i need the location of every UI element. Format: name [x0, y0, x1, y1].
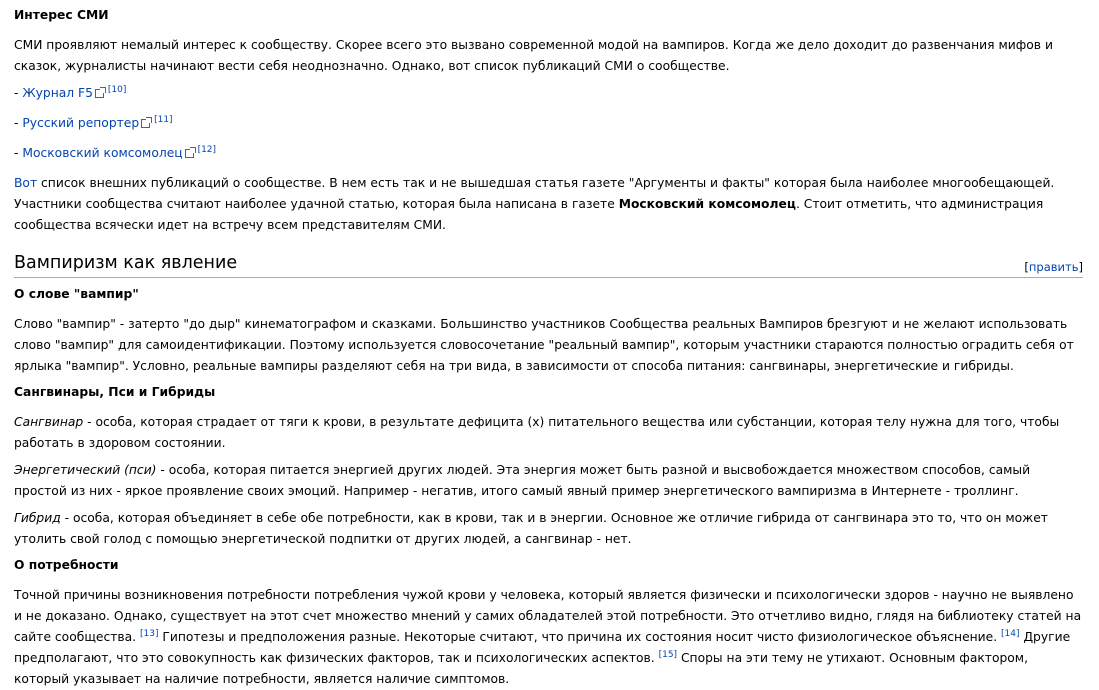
publication-item: - Московский комсомолец [12] [14, 144, 217, 160]
link-russkiy-reporter[interactable]: Русский репортер [22, 116, 140, 130]
ref-13[interactable]: [13] [140, 628, 159, 639]
smi-heading: Интерес СМИ [14, 8, 109, 22]
edit-link[interactable]: править [1028, 260, 1079, 274]
types-heading: Сангвинары, Пси и Гибриды [14, 385, 216, 399]
ref-11[interactable]: [11] [154, 114, 173, 125]
type-psi: Энергетический (пси) - особа, которая питается энергией других людей. Эта энергия может быть разной и высвобождается множеством способов, самый простой из них - яркое проявление своих эмоций. Например - негатив, итого самый явный пример энергетического вампиризма в Интернете - троллинг. [14, 463, 1031, 498]
section-heading [14, 251, 1083, 278]
smi-outro: Вот список внешних публикаций о сообществе. В нем есть так и не вышедшая статья газете "Аргументы и факты" которая была наиболее многообещающей. Участники сообщества считают наиболее удачной статью, которая была написана в газете Московский комсомолец. Стоит отметить, что администрация сообщества всячески идет на встречу всем представителям СМИ. [14, 176, 1055, 232]
external-link-icon [141, 119, 150, 128]
word-heading: О слове "вампир" [14, 287, 139, 301]
need-text: Точной причины возникновения потребности потребления чужой крови у человека, который является физически и психологически здоров - научно не выявлено и не доказано. Однако, существует на этот счет множество мнений у самих обладателей этой потребности. Это отчетливо видно, глядя на библиотеку статей на сайте сообщества. [13] Гипотезы и предположения разные. Некоторые считают, что причина их состояния носит чисто физиологическое объяснение. [14] Другие предполагают, что это совокупность как физических факторов, так и психологических аспектов. [15] Споры на эти тему не утихают. Основным фактором, который указывает на наличие потребности, является наличие симптомов. [14, 588, 1082, 686]
ref-12[interactable]: [12] [197, 144, 217, 155]
link-zhurnal-f5[interactable]: Журнал F5 [22, 86, 93, 100]
ref-15[interactable]: [15] [658, 649, 678, 660]
type-gibrid: Гибрид - особа, которая объединяет в себе обе потребности, как в крови, так и в энергии. Основное же отличие гибрида от сангвинара это то, что он может утолить свой голод с помощью энергетической подпитки от других людей, а сангвинар - нет. [14, 511, 1048, 546]
link-vot[interactable]: Вот [14, 176, 38, 190]
publication-item: - Русский репортер [11] [14, 114, 173, 130]
smi-intro: СМИ проявляют немалый интерес к сообществу. Скорее всего это вызвано современной модой на вампиров. Когда же дело доходит до развенчания мифов и сказок, журналисты начинают вести себя неоднозначно. Однако, вот список публикаций СМИ о сообществе. [14, 38, 1053, 73]
type-sangvinar: Сангвинар - особа, которая страдает от тяги к крови, в результате дефицита (х) питательного вещества или субстанции, которая телу нужна для того, чтобы работать в здоровом состоянии. [14, 415, 1060, 450]
external-link-icon [95, 89, 104, 98]
need-heading: О потребности [14, 558, 119, 572]
ref-10[interactable]: [10] [107, 84, 127, 95]
ref-14[interactable]: [14] [1001, 628, 1020, 639]
publication-item: - Журнал F5 [10] [14, 84, 127, 100]
edit-section-link: [править] [1024, 260, 1083, 274]
external-link-icon [185, 149, 194, 158]
section-title: Вампиризм как явление [14, 253, 238, 273]
word-text: Слово "вампир" - затерто "до дыр" кинематографом и сказками. Большинство участников Сообщества реальных Вампиров брезгуют и не желают использовать слово "вампир" для самоидентификации. Поэтому используется словосочетание "реальный вампир", которым участники стараются полностью оградить себя от ярлыка "вампир". Условно, реальные вампиры разделяют себя на три вида, в зависимости от способа питания: сангвинары, энергетические и гибриды. [14, 317, 1074, 373]
link-moskovskiy-komsomolets[interactable]: Московский комсомолец [22, 146, 183, 160]
